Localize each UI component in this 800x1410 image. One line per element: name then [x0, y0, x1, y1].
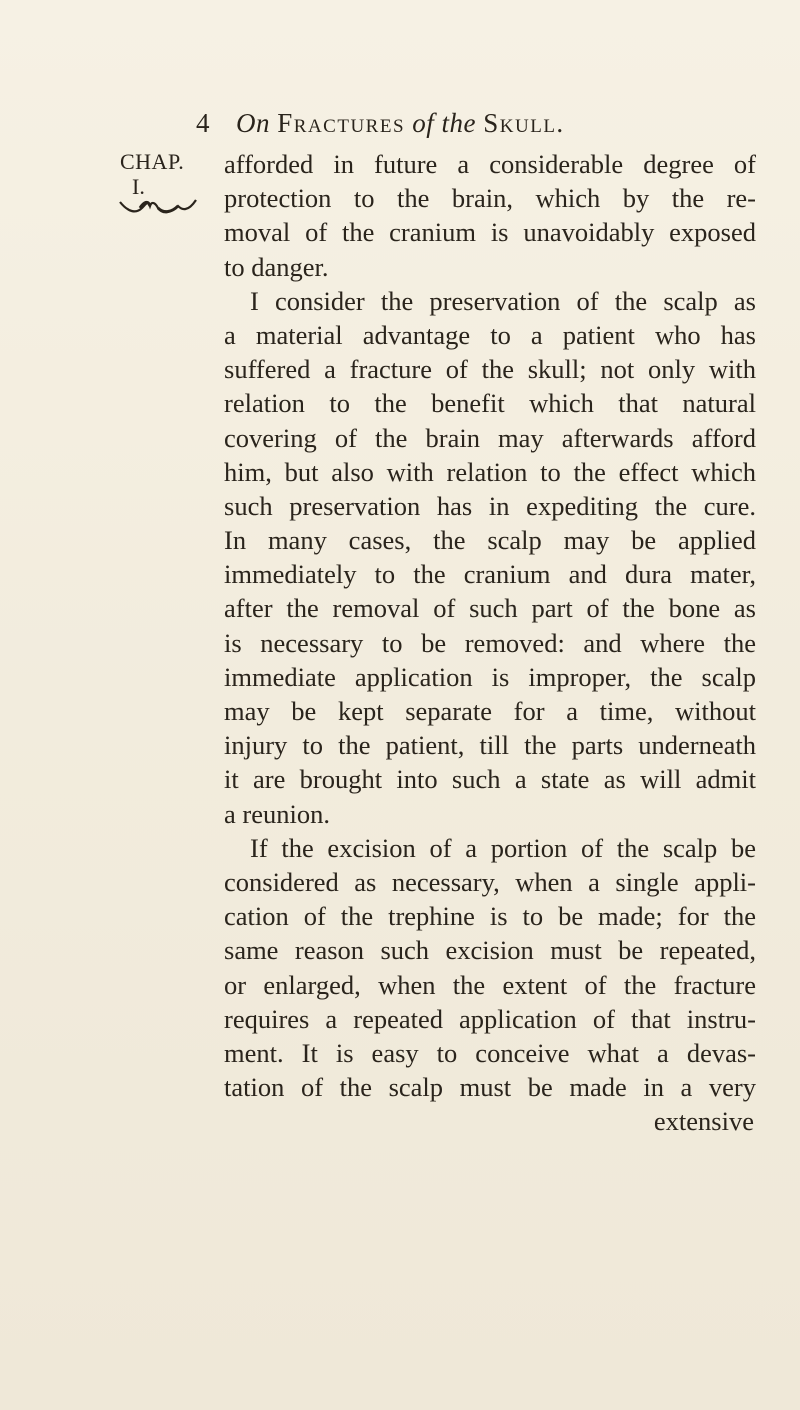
text-line: If the excision of a portion of the scalp be	[250, 832, 756, 863]
text-line: afforded in future a considerable degree of	[224, 149, 756, 179]
text-line: it are brought into such a state as will admit	[224, 764, 756, 795]
page-number: 4	[196, 108, 210, 138]
chapter-brace-icon	[118, 196, 198, 220]
body-text	[224, 147, 756, 1138]
chapter-number: I.	[132, 174, 145, 199]
text-line: is necessary to be removed: and where the	[224, 627, 756, 658]
text-line: to danger.	[224, 251, 329, 282]
text-line: ment. It is easy to conceive what a devas-	[224, 1037, 756, 1068]
text-line: relation to the benefit which that natural	[224, 388, 756, 419]
text-line: In many cases, the scalp may be applied	[224, 525, 756, 556]
text-line: a material advantage to a patient who has	[224, 319, 756, 350]
running-head-of-the: of the	[412, 108, 477, 138]
text-line: moval of the cranium is unavoidably exposed	[224, 217, 756, 248]
text-line: or enlarged, when the extent of the fracture	[224, 969, 756, 1000]
text-line: immediate application is improper, the scalp	[224, 661, 756, 692]
text-line: immediately to the cranium and dura mater,	[224, 559, 756, 590]
running-head	[196, 103, 565, 143]
running-head-on: On	[236, 108, 270, 138]
text-line: covering of the brain may afterwards afford	[224, 422, 756, 453]
text-line: protection to the brain, which by the re-	[224, 183, 756, 214]
text-line: same reason such excision must be repeated,	[224, 935, 756, 966]
text-line: tation of the scalp must be made in a very	[224, 1072, 756, 1103]
text-line: may be kept separate for a time, without	[224, 696, 756, 726]
text-line: him, but also with relation to the effect which	[224, 456, 756, 487]
text-line: cation of the trephine is to be made; for the	[224, 901, 756, 932]
catchword: extensive	[653, 1106, 754, 1137]
text-line: requires a repeated application of that instru-	[224, 1003, 756, 1034]
text-line: injury to the patient, till the parts underneath	[224, 730, 756, 761]
running-head-skull: Skull.	[483, 108, 565, 138]
text-line: considered as necessary, when a single appli-	[224, 866, 756, 897]
text-line: a reunion.	[224, 798, 330, 829]
text-line: I consider the preservation of the scalp as	[250, 285, 756, 316]
text-line: such preservation has in expediting the cure.	[224, 490, 756, 521]
running-head-fractures: Fractures	[277, 108, 406, 138]
text-line: after the removal of such part of the bone as	[224, 593, 756, 624]
text-line: suffered a fracture of the skull; not only with	[224, 354, 756, 385]
chapter-label: CHAP.	[120, 149, 185, 174]
